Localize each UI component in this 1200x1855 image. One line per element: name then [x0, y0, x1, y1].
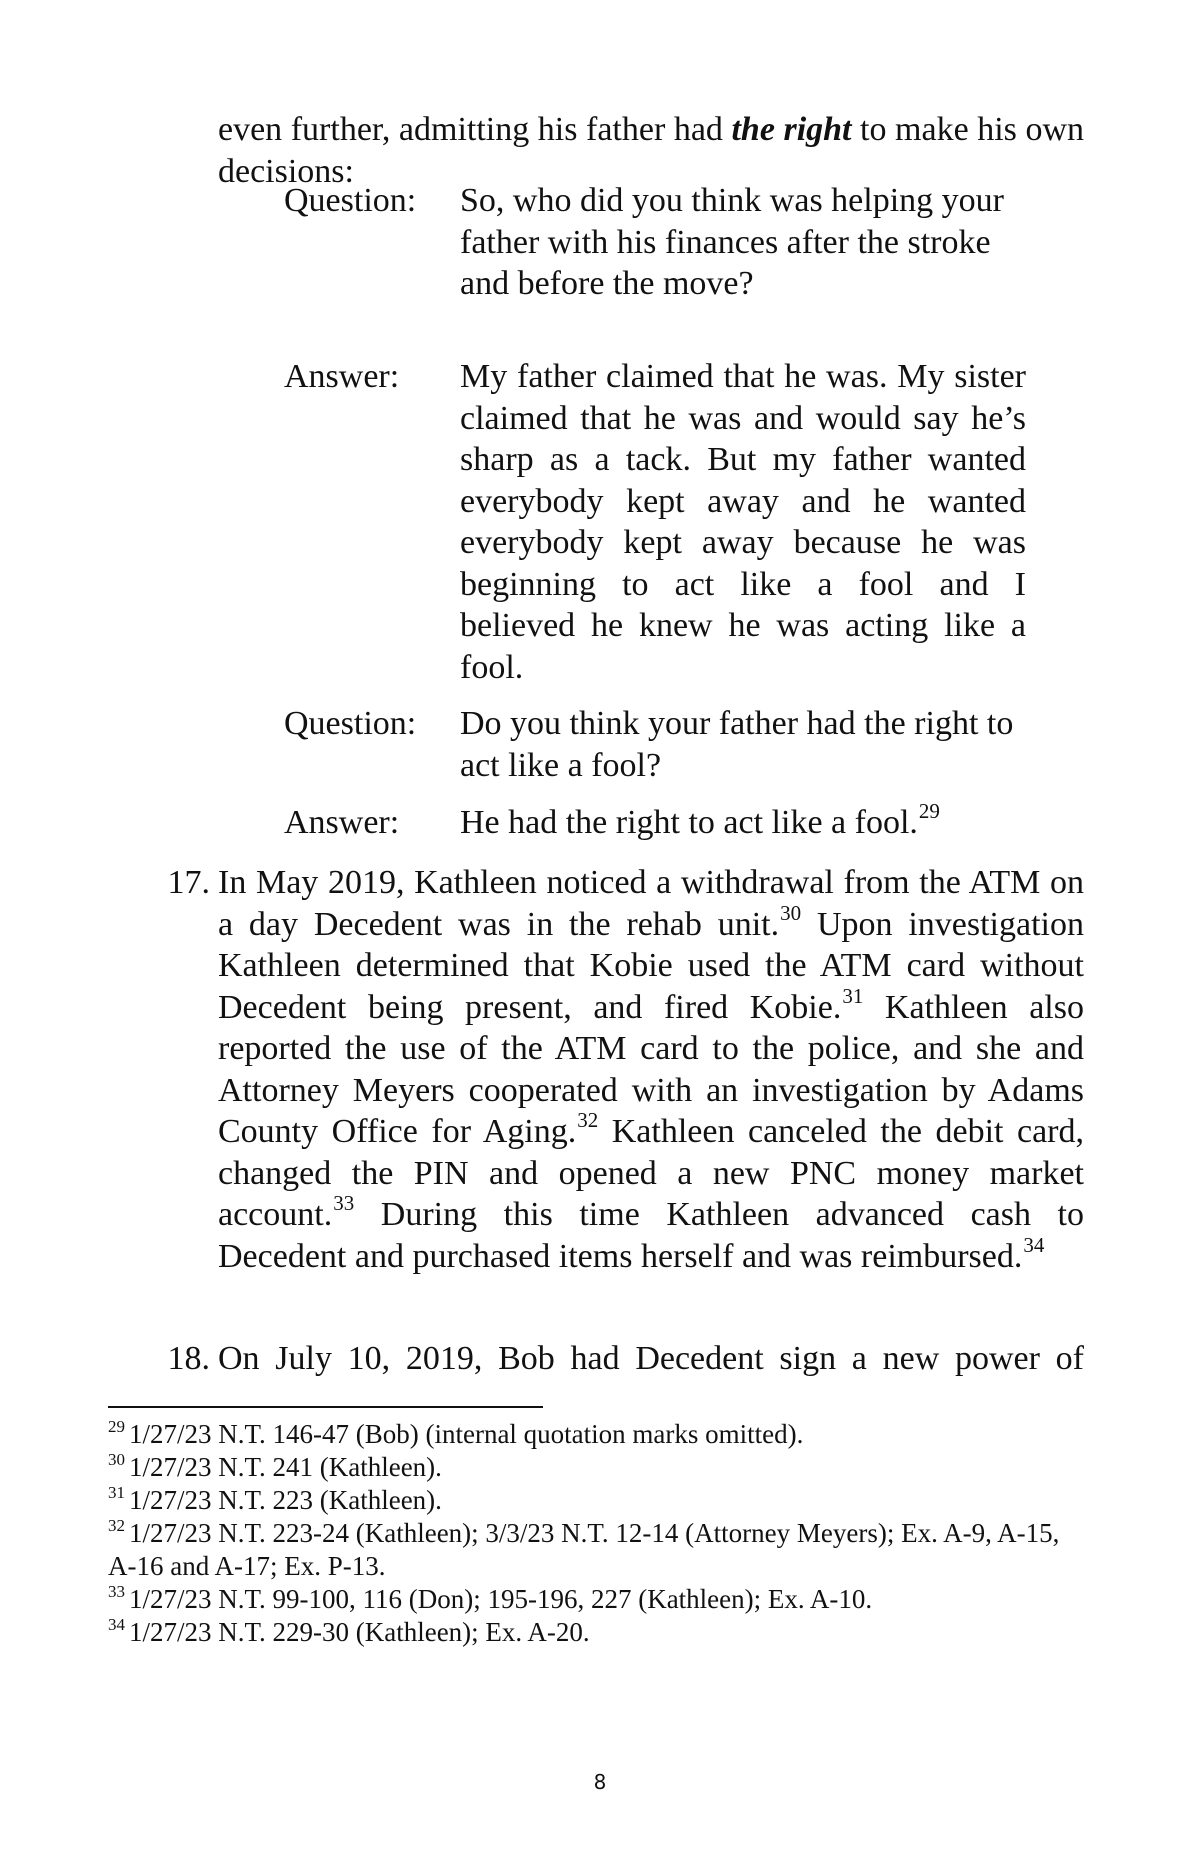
qa-text — [460, 799, 1026, 844]
footnote — [108, 1583, 1084, 1616]
footnote-text: 1/27/23 N.T. 229-30 (Kathleen); Ex. A-20. — [129, 1617, 590, 1647]
qa-text: Do you think your father had the right to act like a fool? — [460, 705, 1014, 784]
page-number: 8 — [593, 1770, 607, 1794]
qa-label: Answer: — [284, 804, 400, 841]
footnote-text: 1/27/23 N.T. 223 (Kathleen). — [129, 1485, 442, 1515]
paragraph-number: 17. — [167, 864, 210, 901]
footnote — [108, 1484, 1084, 1517]
footnote — [108, 1616, 1084, 1649]
footnote — [108, 1451, 1084, 1484]
paragraph-sentence: Upon investigation Kathleen determined that Kobie used the ATM card without Decedent being present, and fired Kobie. — [218, 905, 1084, 1026]
footnote-text: 1/27/23 N.T. 99-100, 116 (Don); 195-196, 227 (Kathleen); Ex. A-10. — [129, 1584, 873, 1614]
footnote-number: 31 — [108, 1483, 125, 1502]
footnote-separator — [108, 1406, 543, 1408]
footnote-number: 33 — [108, 1582, 125, 1601]
qa-label: Question: — [284, 705, 417, 742]
intro-emphasis: the right — [731, 111, 852, 148]
footnote-number: 30 — [108, 1450, 125, 1469]
paragraph-text — [218, 862, 1084, 1277]
paragraph-sentence: In May 2019, Kathleen noticed a withdrawal from the ATM on a day Decedent was in the rehab unit. — [218, 864, 1084, 943]
qa-text: My father claimed that he was. My sister claimed that he was and would say he’s sharp as a tack. But my father wanted everybody kept away and he wanted everybody kept away because he was beginning to act like a fool and I believed he knew he was acting like a fool. — [460, 358, 1026, 686]
footnotes — [108, 1418, 1084, 1649]
qa-label: Question: — [284, 182, 417, 219]
paragraph-text: On July 10, 2019, Bob had Decedent sign a new power of — [218, 1340, 1084, 1377]
paragraph-sentence: Kathleen also reported the use of the ATM card to the police, and she and Attorney Meyers cooperated with an investigation by Adams County Office for Aging. — [218, 988, 1084, 1150]
qa-text: So, who did you think was helping your father with his finances after the stroke and before the move? — [460, 182, 1004, 302]
paragraph-number: 18. — [167, 1340, 210, 1377]
footnote-ref[interactable]: 31 — [842, 983, 864, 1008]
footnote-number: 34 — [108, 1615, 125, 1634]
qa-label: Answer: — [284, 358, 400, 395]
intro-text-after: to make his own decisions: — [218, 111, 1084, 190]
paragraph-sentence: Kathleen canceled the debit card, changed the PIN and opened a new PNC money market account. — [218, 1113, 1084, 1233]
footnote-text: 1/27/23 N.T. 146-47 (Bob) (internal quotation marks omitted). — [129, 1419, 804, 1449]
footnote-ref[interactable]: 34 — [1023, 1232, 1045, 1257]
footnote-ref[interactable]: 30 — [780, 900, 802, 925]
footnote-ref[interactable]: 32 — [577, 1108, 599, 1132]
footnote-text: 1/27/23 N.T. 241 (Kathleen). — [129, 1452, 442, 1482]
footnote-text: 1/27/23 N.T. 223-24 (Kathleen); 3/3/23 N.T. 12-14 (Attorney Meyers); Ex. A-9, A-15, A-16 and A-17; Ex. P-13. — [108, 1518, 1060, 1581]
qa-answer-text: He had the right to act like a fool. — [460, 804, 918, 841]
footnote — [108, 1418, 1084, 1451]
intro-text-before: even further, admitting his father had — [218, 111, 732, 148]
footnote-ref[interactable]: 29 — [918, 799, 940, 823]
footnote — [108, 1517, 1084, 1583]
footnote-number: 32 — [108, 1516, 125, 1535]
footnote-number: 29 — [108, 1417, 125, 1436]
paragraph-sentence: During this time Kathleen advanced cash to Decedent and purchased items herself and was reimbursed. — [218, 1196, 1084, 1275]
footnote-ref[interactable]: 33 — [333, 1191, 355, 1215]
